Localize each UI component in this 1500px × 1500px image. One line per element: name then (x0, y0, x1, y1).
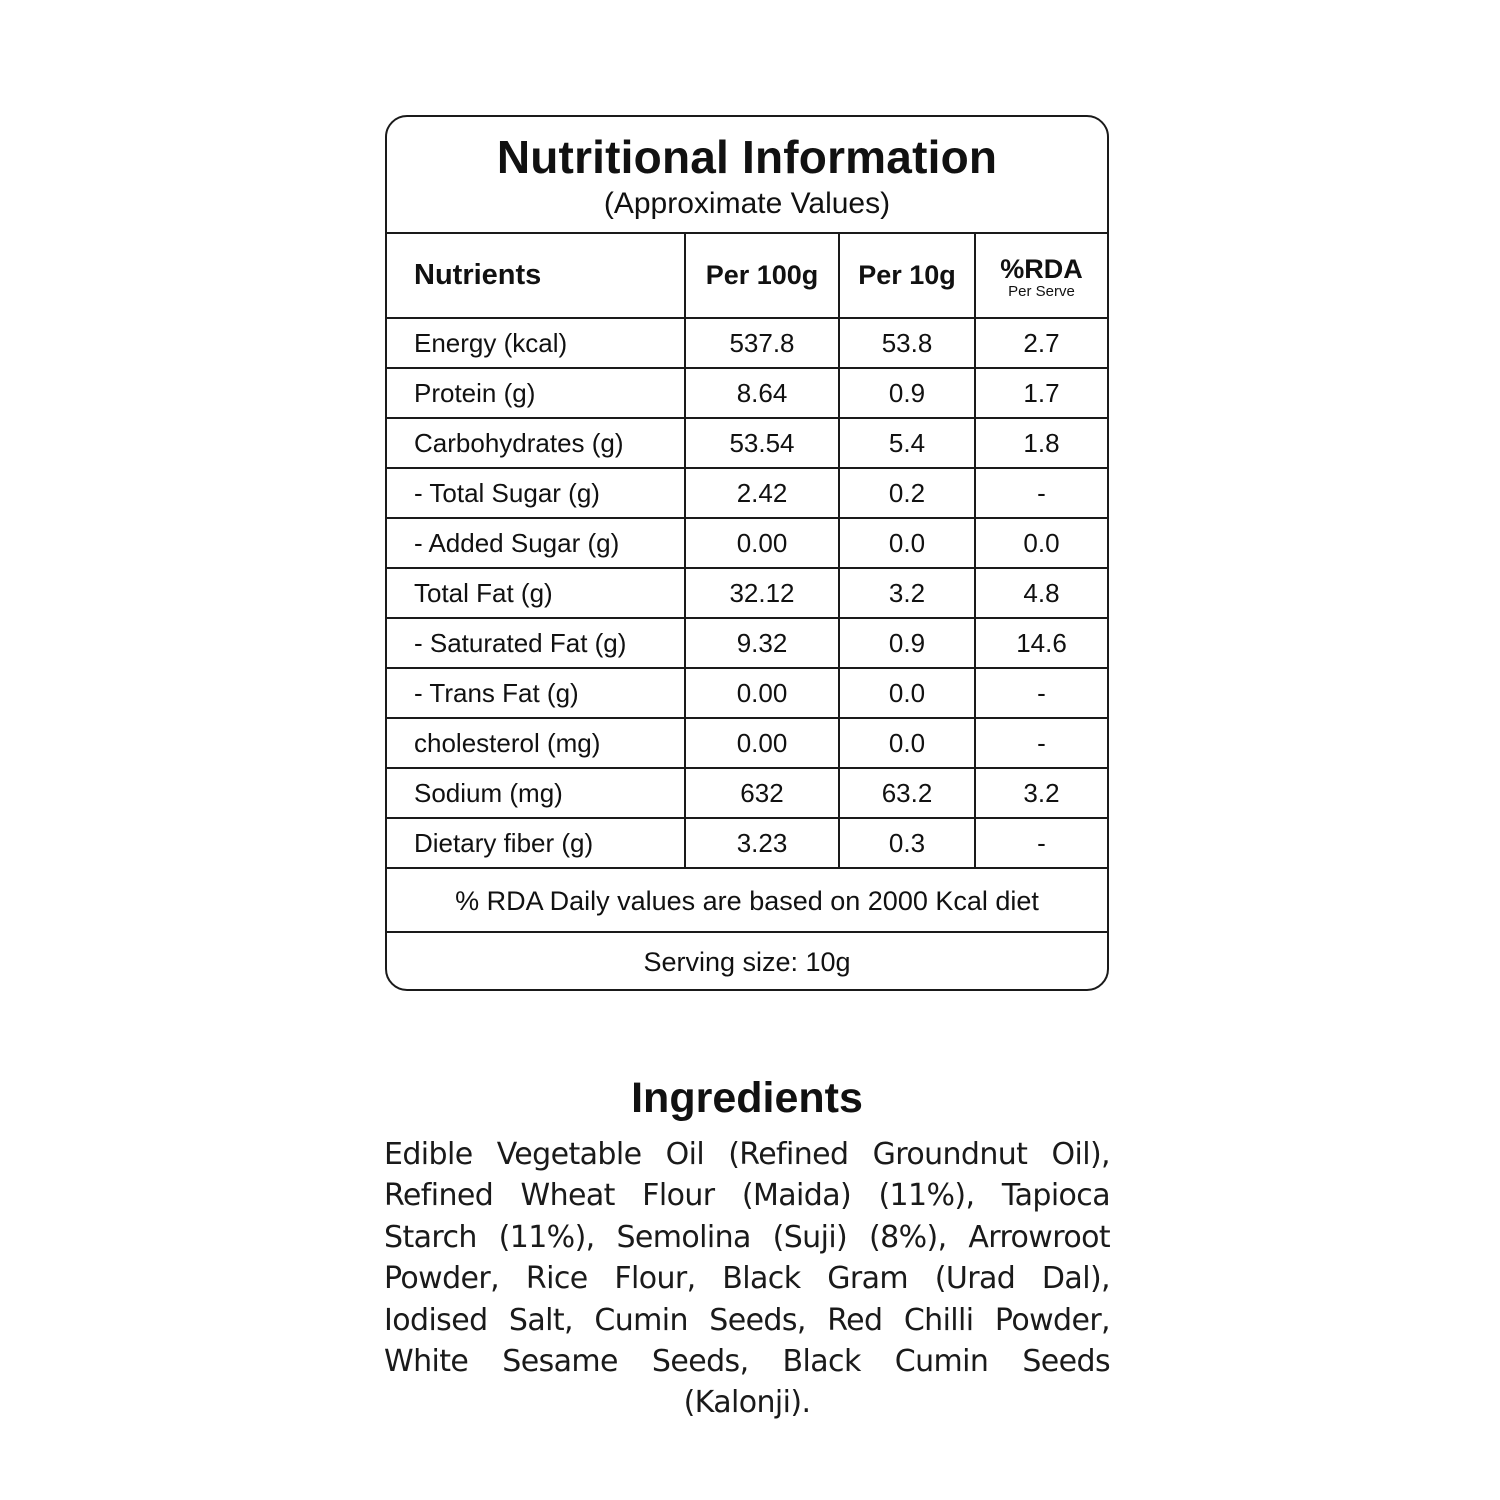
value-per-100g: 632 (685, 768, 839, 818)
table-row (387, 668, 1107, 718)
table-row (387, 618, 1107, 668)
value-per-100g: 0.00 (685, 518, 839, 568)
value-per-100g: 8.64 (685, 368, 839, 418)
nutrient-name: cholesterol (mg) (387, 718, 685, 768)
value-rda: 14.6 (975, 618, 1107, 668)
table-header-row (387, 234, 1107, 318)
value-rda: 2.7 (975, 318, 1107, 368)
nutrient-name: - Total Sugar (g) (387, 468, 685, 518)
value-per-100g: 0.00 (685, 718, 839, 768)
column-header-rda (975, 234, 1107, 318)
nutrient-name: - Trans Fat (g) (387, 668, 685, 718)
nutrition-table (387, 234, 1107, 869)
nutrition-subtitle: (Approximate Values) (603, 187, 891, 220)
table-row (387, 468, 1107, 518)
value-per-10g: 63.2 (839, 768, 975, 818)
ingredients-title: Ingredients (631, 1074, 863, 1122)
rda-label: %RDA (1000, 253, 1083, 284)
value-per-100g: 0.00 (685, 668, 839, 718)
value-rda: - (975, 468, 1107, 518)
value-rda: - (975, 668, 1107, 718)
value-per-100g: 9.32 (685, 618, 839, 668)
value-per-100g: 537.8 (685, 318, 839, 368)
value-rda: - (975, 718, 1107, 768)
table-row (387, 518, 1107, 568)
nutrition-title: Nutritional Information (496, 131, 998, 183)
nutrient-name: Total Fat (g) (387, 568, 685, 618)
nutrient-name: Energy (kcal) (387, 318, 685, 368)
ingredients-text: Edible Vegetable Oil (Refined Groundnut Oil), Refined Wheat Flour (Maida) (11%), Tapioca Starch (11%), Semolina (Suji) (8%), Arrowroot Powder, Rice Flour, Black Gram (Urad Dal), Iodised Salt, Cumin Seeds, Red Chilli Powder, White Sesame Seeds, Black Cumin Seeds (Kalonji). (384, 1137, 1110, 1421)
rda-note: % RDA Daily values are based on 2000 Kcal diet (387, 869, 1107, 933)
value-per-10g: 0.0 (839, 518, 975, 568)
serving-size: Serving size: 10g (643, 947, 851, 977)
value-per-10g: 0.9 (839, 368, 975, 418)
table-row (387, 818, 1107, 868)
nutrient-name: Sodium (mg) (387, 768, 685, 818)
nutrient-name: - Added Sugar (g) (387, 518, 685, 568)
value-rda: 1.7 (975, 368, 1107, 418)
value-rda: 3.2 (975, 768, 1107, 818)
value-per-100g: 2.42 (685, 468, 839, 518)
nutrition-header (387, 117, 1107, 234)
table-row (387, 368, 1107, 418)
column-header-nutrients: Nutrients (387, 234, 685, 318)
table-row (387, 418, 1107, 468)
column-header-per-100g: Per 100g (685, 234, 839, 318)
table-row (387, 568, 1107, 618)
column-header-per-10g: Per 10g (839, 234, 975, 318)
value-per-10g: 53.8 (839, 318, 975, 368)
value-per-10g: 5.4 (839, 418, 975, 468)
value-rda: - (975, 818, 1107, 868)
nutrient-name: Carbohydrates (g) (387, 418, 685, 468)
table-row (387, 768, 1107, 818)
table-row (387, 318, 1107, 368)
value-per-100g: 3.23 (685, 818, 839, 868)
value-per-10g: 0.2 (839, 468, 975, 518)
nutrient-name: Dietary fiber (g) (387, 818, 685, 868)
value-per-100g: 32.12 (685, 568, 839, 618)
nutrient-name: - Saturated Fat (g) (387, 618, 685, 668)
value-rda: 0.0 (975, 518, 1107, 568)
table-row (387, 718, 1107, 768)
nutrition-panel (385, 115, 1109, 991)
value-per-10g: 0.3 (839, 818, 975, 868)
value-per-10g: 0.0 (839, 668, 975, 718)
value-per-10g: 0.0 (839, 718, 975, 768)
value-per-10g: 3.2 (839, 568, 975, 618)
value-rda: 4.8 (975, 568, 1107, 618)
rda-sublabel: Per Serve (1008, 282, 1075, 300)
nutrient-name: Protein (g) (387, 368, 685, 418)
value-per-100g: 53.54 (685, 418, 839, 468)
value-rda: 1.8 (975, 418, 1107, 468)
value-per-10g: 0.9 (839, 618, 975, 668)
